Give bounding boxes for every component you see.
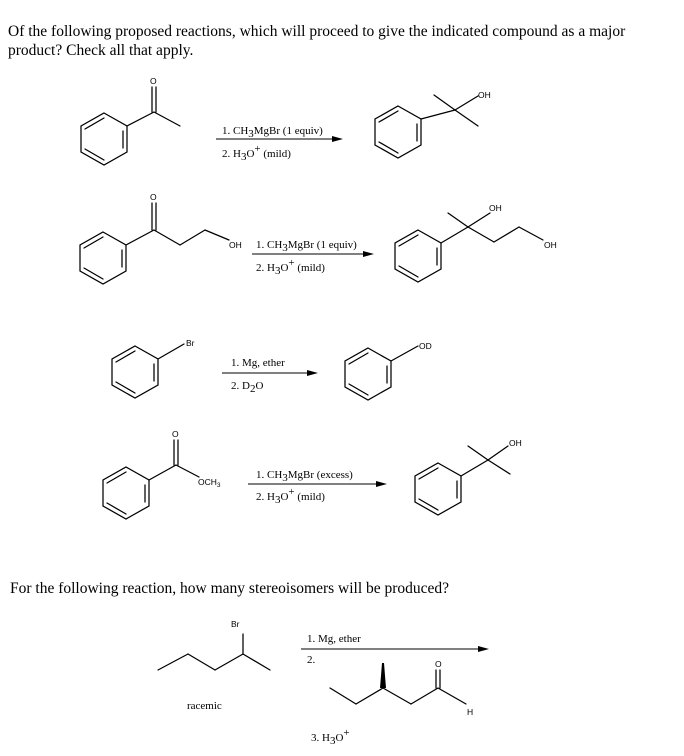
aldehyde-oxygen-label: O: [435, 659, 442, 669]
carbonyl-oxygen-label: O: [172, 429, 179, 439]
arrow-head: [332, 136, 343, 142]
bromine-label: Br: [186, 338, 195, 348]
reactant-4-methyl-benzoate: [103, 429, 221, 519]
hydroxyl-label-terminal: OH: [544, 240, 557, 250]
od-label: OD: [419, 341, 432, 351]
reagents-2: [252, 239, 374, 277]
product-2-diol: [395, 203, 557, 282]
question-2-text: For the following reaction, how many stereoisomers will be produced?: [10, 580, 450, 597]
hydroxyl-label-tertiary: OH: [489, 203, 502, 213]
reagent-1-step-2: 2. H3O+ (mild): [222, 143, 291, 163]
reactant-3-benzyl-bromide: [112, 338, 195, 398]
racemic-label: racemic: [187, 700, 222, 712]
reagent-1-step-1: 1. CH3MgBr (1 equiv): [222, 125, 323, 140]
arrow-head: [307, 370, 318, 376]
product-4-tertiary-alcohol: [415, 438, 522, 515]
product-3-deuterated-alcohol: [345, 341, 432, 400]
arrow-head: [363, 251, 374, 257]
product-1-tertiary-alcohol: [375, 90, 491, 158]
question-2-reaction: [158, 619, 489, 747]
reactant-1-acetophenone: [81, 76, 180, 165]
wedge-bond: [380, 663, 386, 688]
hydroxyl-label: OH: [509, 438, 522, 448]
reagent-3-step-2: 2. D2O: [231, 380, 264, 395]
bromine-label: Br: [231, 619, 240, 629]
reagents-4: [248, 469, 387, 506]
reagents-3: [222, 357, 318, 395]
reagents-q2: [301, 633, 489, 747]
reaction-2: [80, 192, 557, 284]
carbonyl-oxygen-label: O: [150, 192, 157, 202]
reagent-q2-step-3: 3. H3O+: [311, 727, 350, 747]
arrow-head: [376, 481, 387, 487]
hydroxyl-label: OH: [229, 240, 242, 250]
aldehyde-hydrogen-label: H: [467, 707, 474, 717]
reaction-3: [112, 338, 432, 400]
reaction-1: [81, 76, 491, 165]
chiral-aldehyde: [330, 659, 473, 717]
methoxy-label: $OCH_3$: [198, 477, 221, 489]
reactant-2-hydroxy-ketone: [80, 192, 242, 284]
reaction-4: [103, 429, 522, 519]
reagent-4-step-2: 2. H3O+ (mild): [256, 486, 325, 506]
reagent-2-step-1: 1. CH3MgBr (1 equiv): [256, 239, 357, 254]
question-1-text: Of the following proposed reactions, which will proceed to give the indicated compound as a major product? Check all that apply.: [8, 23, 626, 59]
arrow-head: [478, 646, 489, 652]
reagents-1: [216, 125, 343, 163]
reagent-q2-step-2: 2.: [307, 654, 316, 666]
reagent-q2-step-1: 1. Mg, ether: [307, 633, 361, 645]
substrate-2-bromobutane: [158, 619, 270, 712]
hydroxyl-label: OH: [478, 90, 491, 100]
reagent-4-step-1: 1. CH3MgBr (excess): [256, 469, 353, 484]
reagent-2-step-2: 2. H3O+ (mild): [256, 257, 325, 277]
carbonyl-oxygen-label: O: [150, 76, 157, 86]
reagent-3-step-1: 1. Mg, ether: [231, 357, 285, 369]
